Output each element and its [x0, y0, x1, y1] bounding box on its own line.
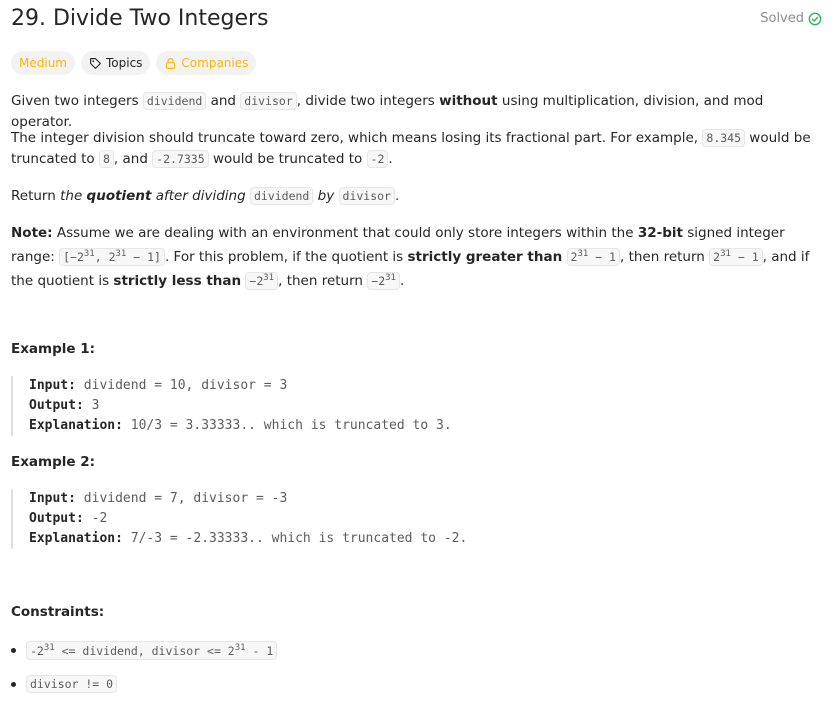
companies-label: Companies: [181, 56, 249, 70]
tag-icon: [89, 57, 102, 70]
code-dividend: dividend: [143, 92, 206, 110]
description-paragraph-3: Return the quotient after dividing dividend by divisor .: [11, 188, 400, 204]
description-paragraph-2: The integer division should truncate toward zero, which means losing its fractional part. For example, 8.345 would be truncated to 8 , and -2.7335 would be truncated to -2 .: [11, 130, 811, 167]
description-paragraph-1: Given two integers dividend and divisor , divide two integers without using multiplication, division, and mod operator.: [11, 93, 764, 130]
bullet-dot: [11, 648, 16, 653]
companies-button[interactable]: [156, 51, 256, 75]
example-1-title: Example 1:: [11, 341, 96, 357]
difficulty-badge[interactable]: [11, 51, 75, 75]
solved-status: [760, 11, 822, 26]
lock-icon: [164, 57, 177, 70]
tag-row: [11, 51, 256, 75]
solved-label: Solved: [760, 11, 804, 26]
topics-label: Topics: [105, 56, 143, 70]
bullet-dot: [11, 682, 16, 687]
topics-button[interactable]: [81, 51, 150, 75]
note-paragraph: Note: Assume we are dealing with an environment that could only store integers within the 32-bit signed integer range: [$-2^{31}$, $2^{31} - 1$] . For this problem, if the quotient is strictly greater than $2^{31} - 1$ , then return $2^{31} - 1$ , and if the quotient is strictly less than $-2^{31}$ , then return $-2^{31}$ .: [11, 225, 810, 289]
check-circle-icon: [808, 12, 822, 26]
constraint-item: divisor != 0: [11, 675, 117, 693]
example-2-block: Input: dividend = 7, divisor = -3 Output: -2 Explanation: 7/-3 = -2.33333.. which is truncated to -2.: [11, 489, 829, 549]
constraints-title: Constraints:: [11, 604, 105, 620]
constraint-item: $-2^{31}$ <= dividend, divisor <= $2^{31} - 1$: [11, 641, 277, 660]
example-2-title: Example 2:: [11, 454, 96, 470]
example-1-block: Input: dividend = 10, divisor = 3 Output: 3 Explanation: 10/3 = 3.33333.. which is truncated to 3.: [11, 376, 829, 436]
problem-title: 29. Divide Two Integers: [11, 6, 269, 31]
difficulty-label: Medium: [19, 56, 67, 70]
code-divisor: divisor: [240, 92, 296, 110]
